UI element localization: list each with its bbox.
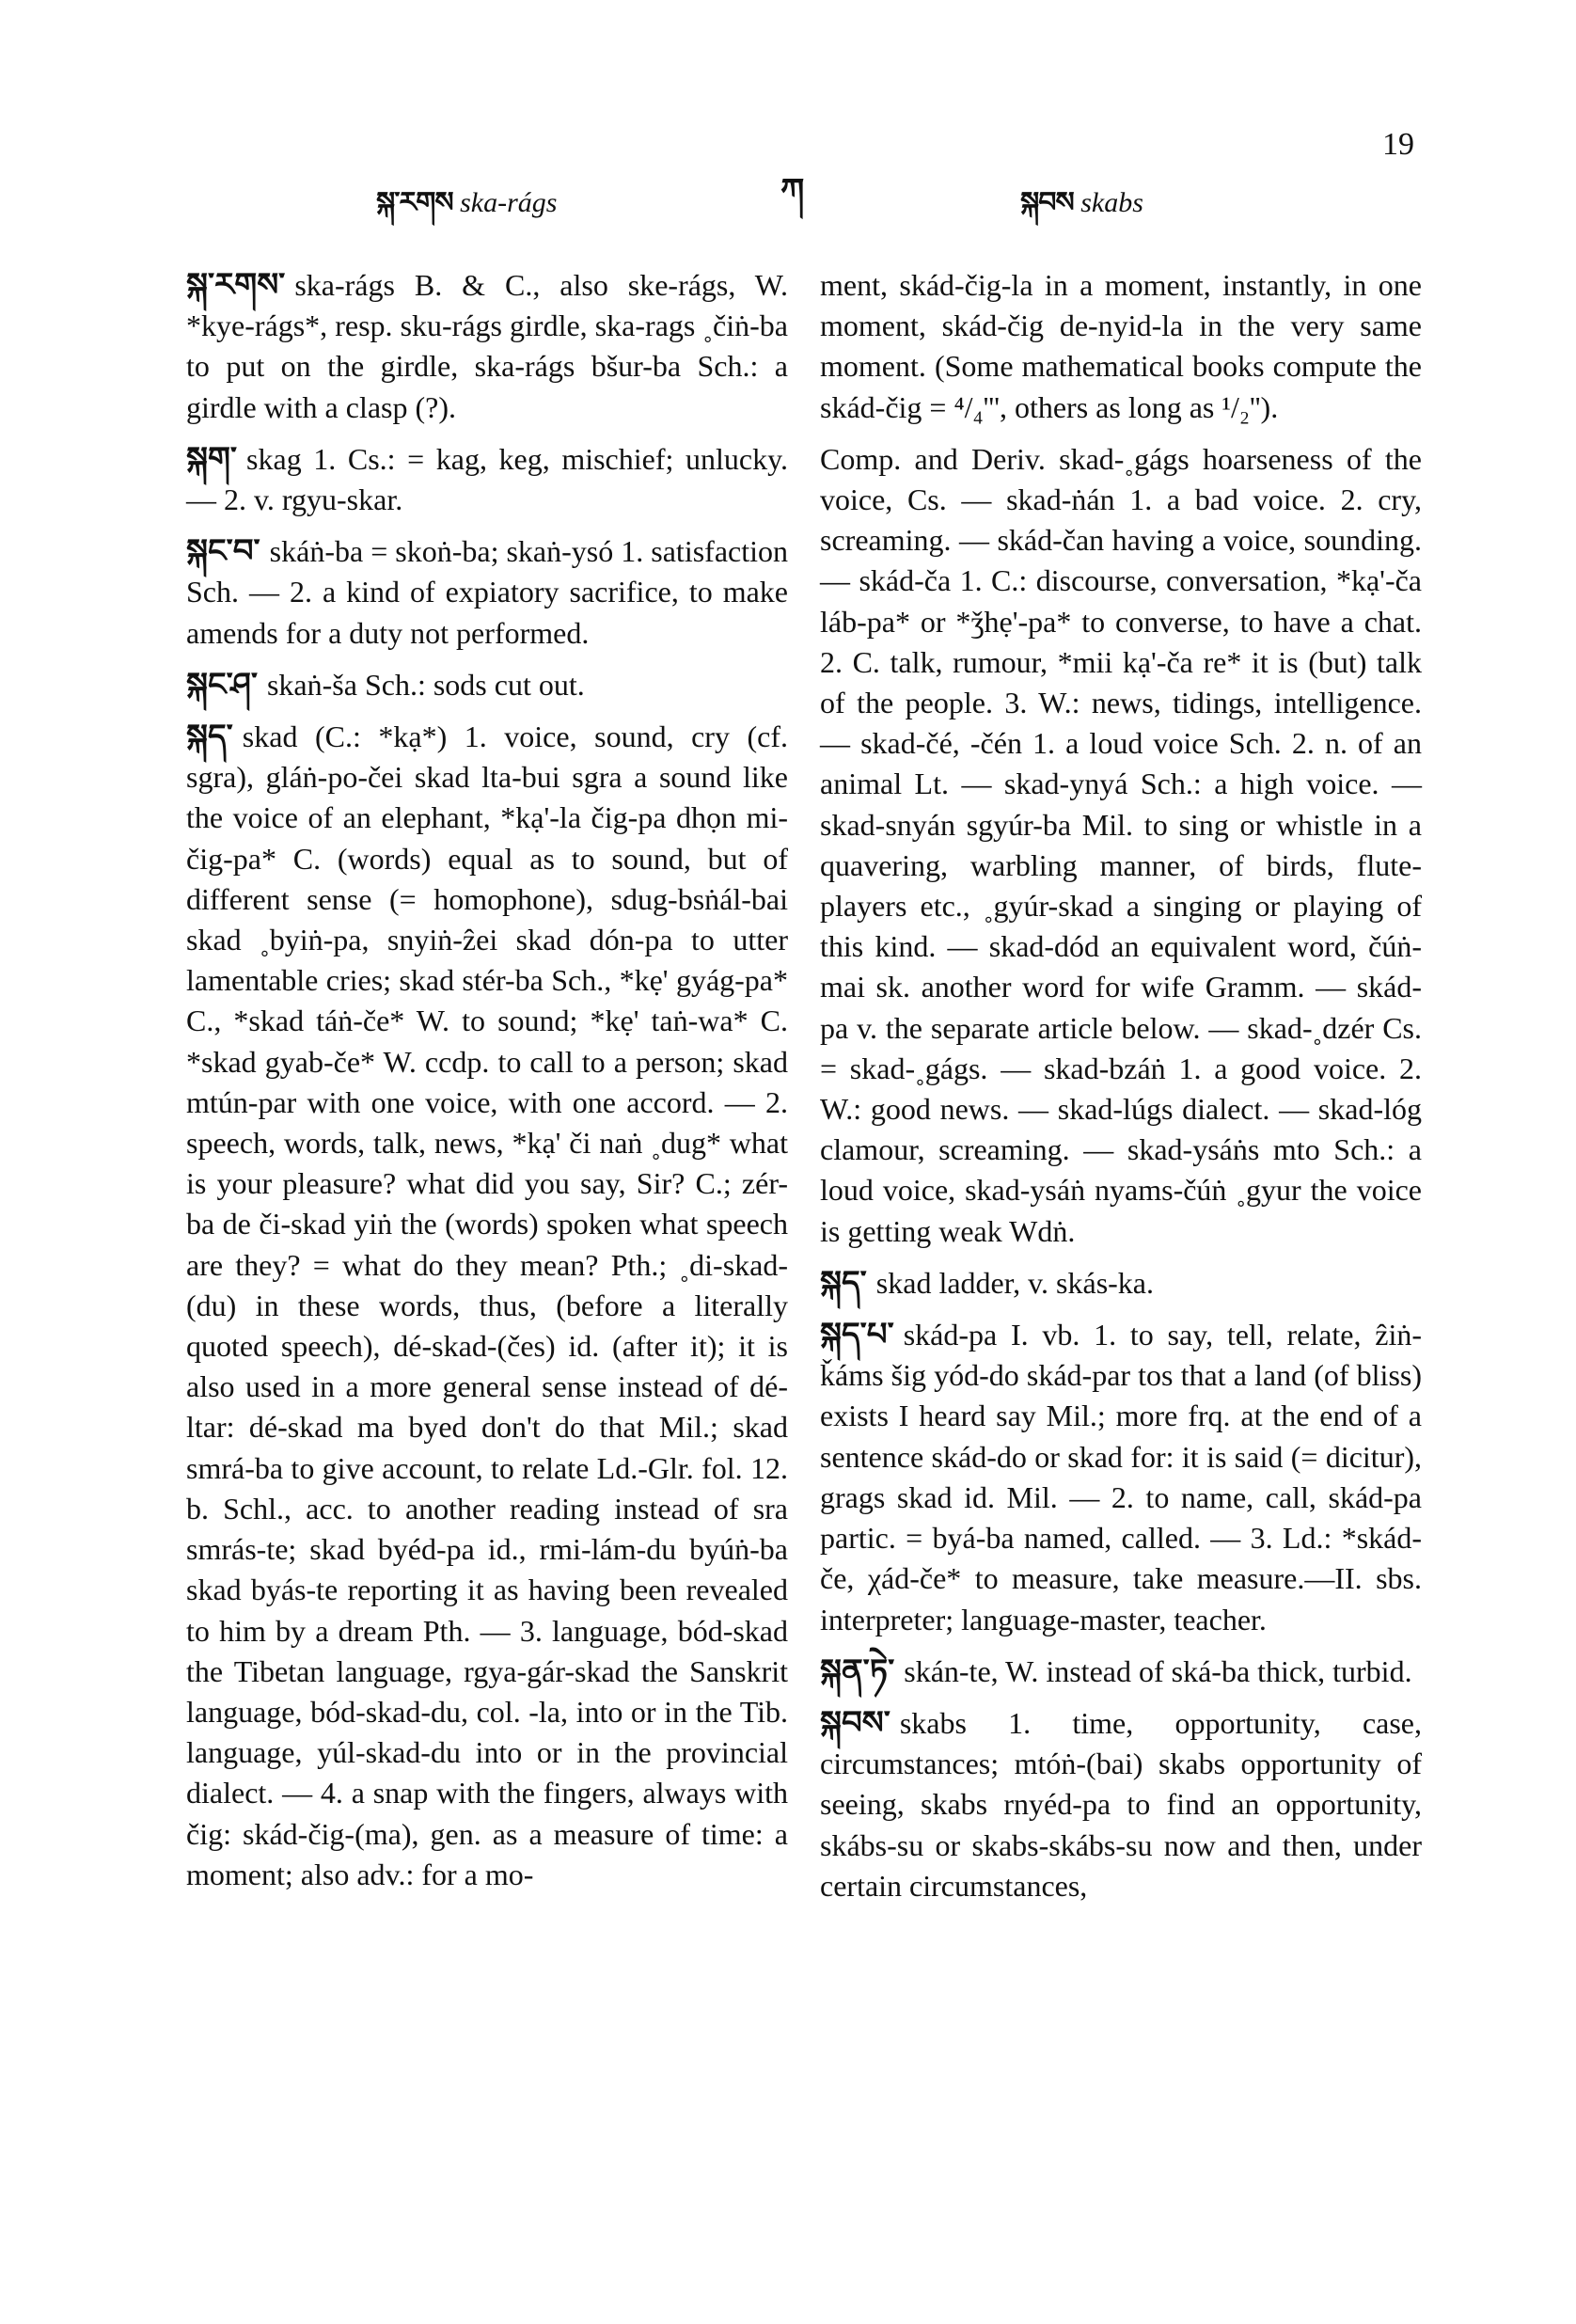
dictionary-entry [820,1263,1422,1304]
dictionary-entry [820,1703,1422,1906]
right-column [820,265,1422,1918]
comp-and-deriv-block [820,439,1422,1252]
entry-text: skán-te, W. instead of ská-ba thick, turbid. [904,1653,1412,1688]
tibetan-headword: སྐད་ [186,718,233,756]
running-head-right [1020,171,1143,250]
tibetan-headword: སྐ་རགས་ [186,266,286,304]
page-number: 19 [1382,127,1414,162]
running-head-right-tibetan: སྐབས [1020,186,1074,219]
dictionary-entry [186,717,788,1895]
running-head-right-roman: skabs [1080,187,1143,218]
dictionary-entry [820,1315,1422,1640]
dictionary-entry [186,665,788,705]
entry-text: skad ladder, v. skás-ka. [875,1265,1154,1300]
dictionary-entry [186,439,788,520]
entry-text: skád-pa I. vb. 1. to say, tell, relate, ẑiṅ-ǩáms šig yód-do skád-par tos that a land (of bliss) exists I heard say Mil.; more frq. at the end of a sentence skád-do or skad for: it is said (= dicitur), grags skad id. Mil. — 2. to name, call, skád-pa partic. = byá-ba named, called. — 3. Ld.: *skád-če, χád-če* to measure, take measure.—II. sbs. interpreter; language-master, teacher. [820,1318,1422,1636]
tibetan-headword: སྐག་ [186,439,238,478]
tibetan-headword: སྐན་ཏེ་ [820,1652,895,1690]
dictionary-entry [186,265,788,428]
entry-text: skáṅ-ba = skoṅ-ba; skaṅ-ysó 1. satisfaction Sch. — 2. a kind of expiatory sacrifice, to make amends for a duty not performed. [186,534,788,650]
tibetan-headword: སྐང་ཤ་ [186,665,258,704]
entry-text: skabs 1. time, opportunity, case, circumstances; mtóṅ-(bai) skabs opportunity of seeing, skabs rnyéd-pa to find an opportunity, skábs-su or skabs-skábs-su now and then, under certain circumstances, [820,1705,1422,1903]
section-letter: ཀ [780,172,804,211]
running-head-left-tibetan: སྐ་རགས [376,186,453,219]
entry-text: skaṅ-ša Sch.: sods cut out. [266,667,585,702]
entry-text: skad (C.: *kạ*) 1. voice, sound, cry (cf. sgra), gláṅ-po-čei skad lta-bui sgra a sound like the voice of an elephant, *kạ'-la čig-pa dhọn mi-čig-pa* C. (words) equal as to sound, but of different sense (= homophone), sdug-bsṅál-bai skad ˳byiṅ-pa, snyiṅ-ẑei skad dón-pa to utter lamentable cries; skad stér-ba Sch., *kẹ' gyág-pa* C., *skad táṅ-če* W. to sound; *kẹ' taṅ-wa* C. *skad gyab-če* W. ccdp. to call to a person; skad mtún-par with one voice, with one accord. — 2. speech, words, talk, news, *kạ' či naṅ ˳dug* what is your pleasure? what did you say, Sir? C.; zér-ba de či-skad yiṅ the (words) spoken what speech are they? = what do they mean? Pth.; ˳di-skad-(du) in these words, thus, (before a literally quoted speech), dé-skad-(čes) id. (after it); it is also used in a more general sense instead of dé-ltar: dé-skad ma byed don't do that Mil.; skad smrá-ba to give account, to relate Ld.-Glr. fol. 12. b. Schl., acc. to another reading instead of sra smrás-te; skad byéd-pa id., rmi-lám-du byúṅ-ba skad byás-te reporting it as having been revealed to him by a dream Pth. — 3. language, bód-skad the Tibetan language, rgya-gár-skad the Sanskrit language, bód-skad-du, col. -la, into or in the Tib. language, yúl-skad-du into or in the provincial dialect. — 4. a snap with the fingers, always with čig: skád-čig-(ma), gen. as a measure of time: a moment; also adv.: for a mo- [186,719,788,1891]
entry-text: skag 1. Cs.: = kag, keg, mischief; unlucky. — 2. v. rgyu-skar. [186,441,788,517]
running-head-left-roman: ska-rágs [460,187,558,218]
running-head-left [376,171,557,250]
tibetan-headword: སྐང་བ་ [186,532,260,571]
left-column [186,265,788,1906]
entry-text: Comp. and Deriv. skad-˳gágs hoarseness of the voice, Cs. — skad-ṅán 1. a bad voice. 2. cry, screaming. — skád-čan having a voice, sounding. — skád-ča 1. C.: discourse, conversation, *kạ'-ča láb-pa* or *ǯhẹ'-pa* to converse, to have a chat. 2. C. talk, rumour, *mii kạ'-ča re* it is (but) talk of the people. 3. W.: news, tidings, intelligence. — skad-čé, -čén 1. a loud voice Sch. 2. n. of an animal Lt. — skad-ynyá Sch.: a high voice. — skad-snyán sgyúr-ba Mil. to sing or whistle in a quavering, warbling manner, of birds, flute- players etc., ˳gyúr-skad a singing or playing of this kind. — skad-dód an equivalent word, čúṅ-mai sk. another word for wife Gramm. — skád-pa v. the separate article below. — skad-˳dzér Cs. = skad-˳gágs. — skad-bzáṅ 1. a good voice. 2. W.: good news. — skad-lúgs dialect. — skad-lóg clamour, screaming. — skad-ysáṅs mto Sch.: a loud voice, skad-ysáṅ nyams-čúṅ ˳gyur the voice is getting weak Wdṅ. [820,441,1422,1248]
tibetan-headword: སྐད་ [820,1263,867,1302]
entry-text: ment, skád-čig-la in a moment, instantly, in one moment, skád-čig de-nyid-la in the very same moment. (Some mathematical books compute the skád-čig = ⁴/₄''', others as long as ¹/₂''). [820,268,1422,424]
tibetan-headword: སྐབས་ [820,1703,890,1742]
entry-text: ska-rágs B. & C., also ske-rágs, W. *kye-rágs*, resp. sku-rágs girdle, ska-rags ˳čiṅ-ba to put on the girdle, ska-rágs bšur-ba Sch.: a girdle with a clasp (?). [186,268,788,424]
dictionary-entry [820,1652,1422,1692]
dictionary-entry-continued [820,265,1422,428]
tibetan-headword: སྐད་པ་ [820,1316,894,1354]
dictionary-entry [186,531,788,654]
